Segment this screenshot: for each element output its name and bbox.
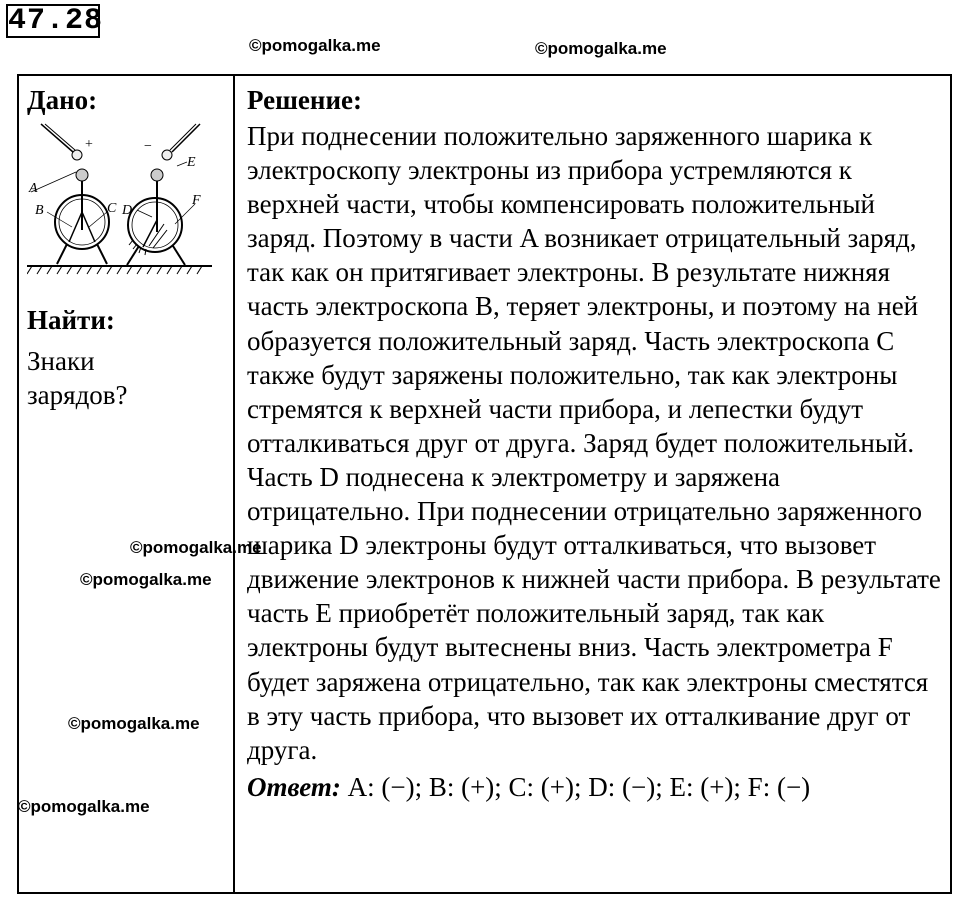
watermark: ©pomogalka.me <box>249 36 381 55</box>
solution-heading: Решение: <box>247 85 362 115</box>
figure-label: D <box>122 203 133 218</box>
figure-label: B <box>35 203 44 218</box>
watermark: ©pomogalka.me <box>80 570 212 589</box>
answer-text: A: (−); B: (+); C: (+); D: (−); E: (+); F: (−) <box>347 771 811 802</box>
watermark: ©pomogalka.me <box>68 714 200 733</box>
watermark: ©pomogalka.me <box>130 538 262 557</box>
answer-line <box>247 771 944 803</box>
figure-label: F <box>192 193 201 208</box>
figure-label: − <box>144 139 152 154</box>
solution-table <box>17 74 952 894</box>
solution-text: При поднесении положительно заряженного шарика к электроскопу электроны из прибора устремляются к верхней части, чтобы компенсировать положительный заряд. Поэтому в части A возникает отрицательный заряд, так как он притягивает электроны. В результате нижняя часть электроскопа B, теряет электроны, и поэтому на ней образуется положительный заряд. Часть электроскопа C также будут заряжены положительно, так как электроны стремятся к верхней части прибора, и лепестки будут отталкиваться друг от друга. Заряд будет положительный. Часть D поднесена к электрометру и заряжена отрицательно. При поднесении отрицательно заряженного шарика D электроны будут отталкиваться, что вызовет движение электронов к нижней части прибора. В результате часть E приобретёт положительный заряд, так как электроны будут вытеснены вниз. Часть электрометра F будет заряжена отрицательно, так как электроны сместятся в эту часть прибора, что вызовет их отталкивание друг от друга. <box>247 121 941 765</box>
figure-label: A <box>29 181 38 196</box>
find-heading: Найти: <box>27 305 115 335</box>
figure-label: + <box>85 137 93 152</box>
given-heading: Дано: <box>27 85 98 115</box>
figure-label: C <box>107 201 117 216</box>
watermark: ©pomogalka.me <box>18 797 150 816</box>
answer-label: Ответ: <box>247 771 341 802</box>
find-text: Знаки зарядов? <box>27 346 128 410</box>
electroscope-figure <box>27 122 212 287</box>
watermark: ©pomogalka.me <box>535 39 667 58</box>
solution-column <box>234 75 951 893</box>
given-column <box>18 75 234 893</box>
problem-number: 47.28 <box>8 4 104 38</box>
figure-label: E <box>187 155 196 170</box>
